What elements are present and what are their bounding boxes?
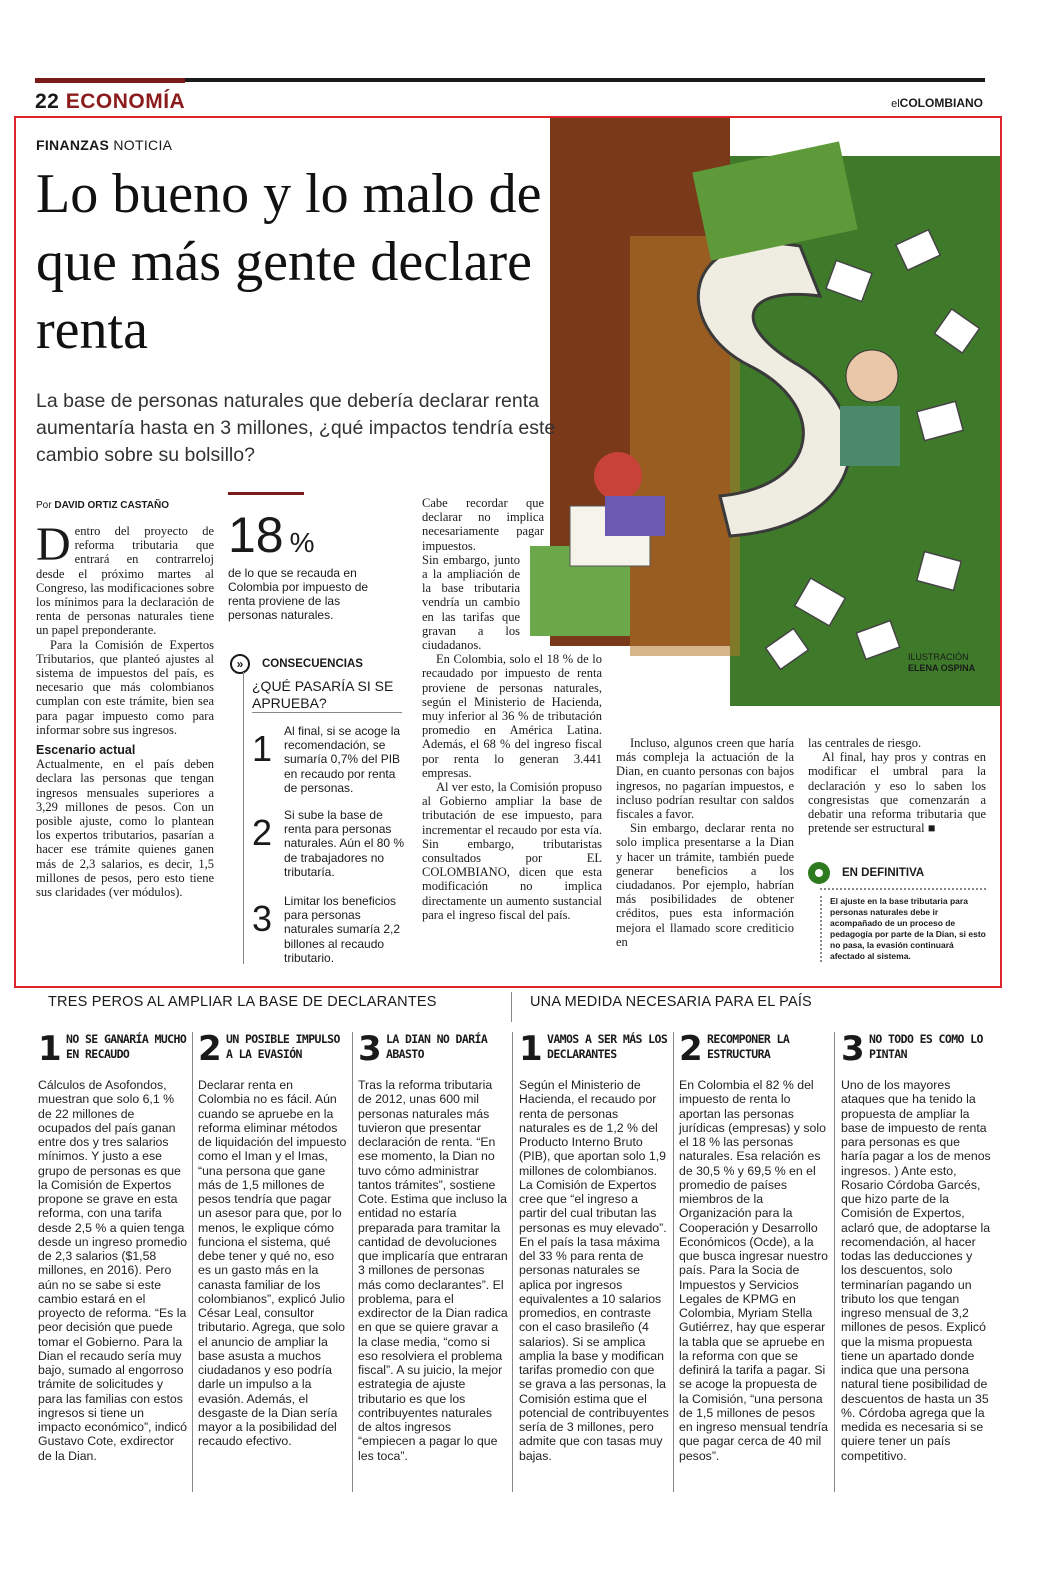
byline-author: DAVID ORTIZ CASTAÑO — [54, 500, 169, 511]
module-number: 3 — [841, 1029, 865, 1069]
consequences-question: ¿QUÉ PASARÍA SI SE APRUEBA? — [252, 678, 394, 711]
kicker — [36, 137, 172, 153]
module-title: NO TODO ES COMO LO PINTAN — [869, 1032, 983, 1061]
paragraph: Al final, hay pros y contras en modificar el umbral para la declaración y eso lo saben los congresistas que comenzarán a debatir una reforma tributaria que pretende ser estructural ■ — [808, 750, 986, 836]
stat-description: de lo que se recauda en Colombia por impuesto de renta proviene de las personas naturales. — [228, 566, 369, 622]
divider — [252, 712, 402, 713]
module-title: UN POSIBLE IMPULSO A LA EVASIÓN — [226, 1032, 340, 1061]
byline — [36, 500, 169, 511]
column-divider — [673, 1032, 674, 1492]
byline-prefix: Por — [36, 500, 52, 511]
module-number: 2 — [198, 1029, 222, 1069]
paragraph: En Colombia, solo el 18 % de lo recaudado por impuesto de renta proviene de personas naturales, según el Ministerio de Hacienda, muy inferior al 36 % de tributación promedio en América Latina. Además, el 68 % del ingreso fiscal por renta lo generan 3.441 empresas. — [422, 652, 602, 780]
module-number: 2 — [679, 1029, 703, 1069]
caption-label: ILUSTRACIÓN — [908, 652, 969, 662]
module-body: Según el Ministerio de Hacienda, el recaudo por renta de personas naturales es de 1,2 % del Producto Interno Bruto (PIB), que aportan solo 1,9 millones de colombianos. La Comisión de Expertos cree que “el ingreso a partir del cual tributan las personas es muy elevado”. En el país la tasa máxima del 33 % para renta de personas naturales se aplica por ingresos equivalentes a 10 salarios promedios, en contraste con el caso brasileño (4 salarios). Si se amplica amplia la base y modifican tarifas promedio con que se grava a las personas, la Comisión estima que el potencial de contribuyentes sería de 3 millones, pero admite que con tasas muy bajas. — [519, 1078, 669, 1463]
brand-prefix: el — [891, 98, 900, 110]
module-number: 1 — [519, 1029, 543, 1069]
subheading: Escenario actual — [36, 743, 136, 758]
article-column-1 — [36, 518, 214, 900]
headline: Lo bueno y lo malo de que más gente declare renta — [36, 163, 542, 361]
paragraph: entro del proyecto de reforma tributaria que entrará en contrarreloj desde el próximo martes al Congreso, las modificaciones sobre los mínimos para la declaración de renta de personas naturales tiene un papel preponderante. — [36, 524, 214, 638]
module-title: VAMOS A SER MÁS LOS DECLARANTES — [547, 1032, 668, 1061]
column-divider — [512, 1032, 513, 1492]
consequence-item — [252, 894, 422, 964]
target-icon — [808, 862, 830, 884]
column-divider — [243, 672, 244, 964]
page-number: 22 — [35, 90, 60, 113]
illustration-caption — [908, 652, 975, 674]
stat-unit: % — [289, 527, 315, 558]
conclusion-title: EN DEFINITIVA — [842, 867, 925, 879]
module-body: Uno de los mayores ataques que ha tenido la propuesta de ampliar la base de impuesto de renta para personas es que haría pagar a los de menos ingresos. ) Ante esto, Rosario Córdoba Garcés, que hizo parte de la Comisión de Expertos, aclaró que, de adoptarse la recomendación, al hacer todas las deducciones y los descuentos, solo terminarían pagando un tributo los que tengan ingreso mensual de 3,2 millones de pesos. Explicó que la misma propuesta tiene un apartado donde indica que una persona natural tiene posibilidad de descuentos de hasta un 35 %. Córdoba agrega que la medida es necesaria si se quiere tener un país competitivo. — [841, 1078, 991, 1463]
top-rule-accent — [35, 78, 185, 83]
item-number: 3 — [252, 898, 273, 939]
paragraph: Actualmente, en el país deben declara las personas que tengan ingresos mensuales superiores a 3,29 millones de pesos. Con un posible ajuste, como lo plantean los expertos tributarios, pasarían a hacer ese trámite quienes ganen más de 2,3 salarios, es decir, 1,5 millones de pesos, pero esto tiene sus claridades (ver módulos). — [36, 757, 214, 900]
item-number: 2 — [252, 812, 273, 853]
column-divider — [834, 1032, 835, 1492]
paragraph: Incluso, algunos creen que haría más compleja la actuación de la Dian, en cuanto personas con bajos ingresos, no pagarían impuestos, e incluso podrían resultar con saldos fiscales a favor. — [616, 736, 794, 822]
module-title: LA DIAN NO DARÍA ABASTO — [386, 1032, 488, 1061]
item-number: 1 — [252, 728, 273, 769]
conclusion-header — [808, 862, 924, 884]
paragraph: Sin embargo, declarar renta no solo implica presentarse a la Dian y hacer un trámite, también puede generar beneficios a los ciudadanos. Por ejemplo, habrían más posibilidades de obtener créditos, pues esta información mejora el llamado score crediticio en — [616, 821, 794, 949]
newspaper-brand — [891, 96, 983, 110]
module-body: En Colombia el 82 % del impuesto de renta lo aportan las personas jurídicas (empresas) y solo el 18 % las personas naturales. Esa relación es de 30,5 % y 69,5 % en el promedio de países miembros de la Organización para la Cooperación y Desarrollo Económicos (Ocde), a la que busca ingresar nuestro país. Para la Socia de Impuestos y Servicios Legales de KPMG en Colombia, Myriam Stella Gutiérrez, hay que esperar la tabla que se apruebe en la reforma con que se definirá la tarifa a pagar. Si se acoge la propuesta de la Comisión, “una persona de 1,5 millones de pesos en ingreso mensual tendría que pagar cerca de 40 mil pesos”. — [679, 1078, 829, 1463]
paragraph: Sin embargo, junto a la ampliación de la base tributaria vendría un cambio en las tarifas que gravan a los ciudadanos. — [422, 552, 520, 653]
kicker-category: FINANZAS — [36, 137, 110, 153]
dotted-rule — [820, 888, 986, 890]
module-title: RECOMPONER LA ESTRUCTURA — [707, 1032, 790, 1061]
module-body: Tras la reforma tributaria de 2012, unas 600 mil personas naturales más tuvieron que presentar declaración de renta. “En ese momento, la Dian no tuvo cómo administrar tantos trámites”, sostiene Cote. Estima que incluso la entidad no estaría preparada para tramitar la cantidad de devoluciones que implicaría que entraran 3 millones de personas más como declarantes”. El problema, para el exdirector de la Dian radica en que se quiere gravar a la clase media, “como si eso resolviera el problema fiscal”. A su juicio, la mejor estrategia de ajuste tributario es que los contribuyentes naturales de altos ingresos “empiecen a pagar lo que les toca”. — [358, 1078, 508, 1463]
article-column-4 — [808, 736, 986, 835]
conclusion-text: El ajuste en la base tributaria para personas naturales debe ir acompañado de un proceso de pedagogía por parte de la Dian, si esto no pasa, la evasión continuará afectado al sistema. — [820, 896, 986, 962]
double-chevron-icon: » — [230, 654, 250, 674]
column-divider — [192, 1032, 193, 1492]
item-text: Si sube la base de renta para personas naturales. Aún el 80 % de trabajadores no tributaría. — [284, 808, 405, 879]
deck: La base de personas naturales que debería declarar renta aumentaría hasta en 3 millones, ¿qué impactos tendría este cambio sobre su bolsillo? — [36, 390, 556, 466]
section-title-left: TRES PEROS AL AMPLIAR LA BASE DE DECLARANTES — [48, 994, 437, 1010]
module-body: Cálculos de Asofondos, muestran que solo 6,1 % de 22 millones de ocupados del país ganan entre dos y tres salarios mínimos. Y justo a ese grupo de personas es que la Comisión de Expertos propone se grave en esta reforma, con una tarifa desde 2,5 % a quien tenga desde un ingreso promedio de 2,3 salarios ($1,58 millones, en 2016). Pero aún no se sabe si este cambio estará en el proyecto de reforma. “Es la peor decisión que puede tomar el Gobierno. Para la Dian el recaudo sería muy bajo, sumado al engorroso trámite de solicitudes y para las familias con estos ingresos si tiene un impacto económico”, indicó Gustavo Cote, exdirector de la Dian. — [38, 1078, 188, 1463]
paragraph: Cabe recordar que declarar no implica necesariamente pagar impuestos. — [422, 496, 544, 553]
dropcap: D — [36, 518, 71, 571]
paragraph: Para la Comisión de Expertos Tributarios, que planteó ajustes al sistema de impuestos del país, es necesario que más colombianos cumplan con este trámite, bien sea para pagar impuesto como para informar sobre sus ingresos. — [36, 637, 214, 737]
caption-author: ELENA OSPINA — [908, 663, 976, 673]
section-title-right: UNA MEDIDA NECESARIA PARA EL PAÍS — [530, 994, 812, 1010]
stat-figure — [228, 506, 315, 564]
consequence-item — [252, 808, 422, 878]
consequences-title: CONSECUENCIAS — [262, 658, 363, 670]
section-divider — [511, 992, 512, 1022]
brand-name: COLOMBIANO — [899, 96, 983, 110]
kicker-type: NOTICIA — [113, 137, 173, 153]
consequences-header — [230, 654, 363, 674]
section-name: ECONOMÍA — [65, 90, 186, 113]
article-column-2 — [422, 496, 602, 922]
item-text: Limitar los beneficios para personas naturales sumaría 2,2 billones al recaudo tributario. — [284, 894, 401, 965]
module-title: NO SE GANARÍA MUCHO EN RECAUDO — [66, 1032, 187, 1061]
consequence-item — [252, 724, 422, 794]
module-number: 1 — [38, 1029, 62, 1069]
paragraph: Al ver esto, la Comisión propuso al Gobierno ampliar la base de tributación de ese impuesto, para incrementar el recaudo por esta vía. Sin embargo, tributaristas consultados por EL COLOMBIANO, dicen que esta modificación no implica directamente un aumento sustancial para el ingreso fiscal del país. — [422, 780, 602, 922]
column-divider — [352, 1032, 353, 1492]
page-header — [35, 90, 185, 114]
stat-rule — [228, 492, 304, 495]
module-body: Declarar renta en Colombia no es fácil. Aún cuando se apruebe en la reforma eliminar métodos de liquidación del impuesto como el Iman y el Imas, “una persona que gane más de 1,5 millones de pesos tendría que pagar un asesor para que, por lo menos, le explique cómo funciona el sistema, qué debe tener y qué no, eso es un gasto más en la canasta familiar de los colombianos”, explicó Julio César Leal, consultor tributario. Agrega, que solo el anuncio de ampliar la base asusta a muchos ciudadanos y eso podría darle un impulso a la evasión. Además, el desgaste de la Dian sería mayor a la posibilidad del recaudo efectivo. — [198, 1078, 347, 1449]
module-number: 3 — [358, 1029, 382, 1069]
stat-value: 18 — [228, 507, 284, 563]
paragraph: las centrales de riesgo. — [808, 736, 922, 750]
item-text: Al final, si se acoge la recomendación, se sumaría 0,7% del PIB en recaudo por renta de personas. — [284, 724, 401, 795]
article-column-3 — [616, 736, 794, 949]
